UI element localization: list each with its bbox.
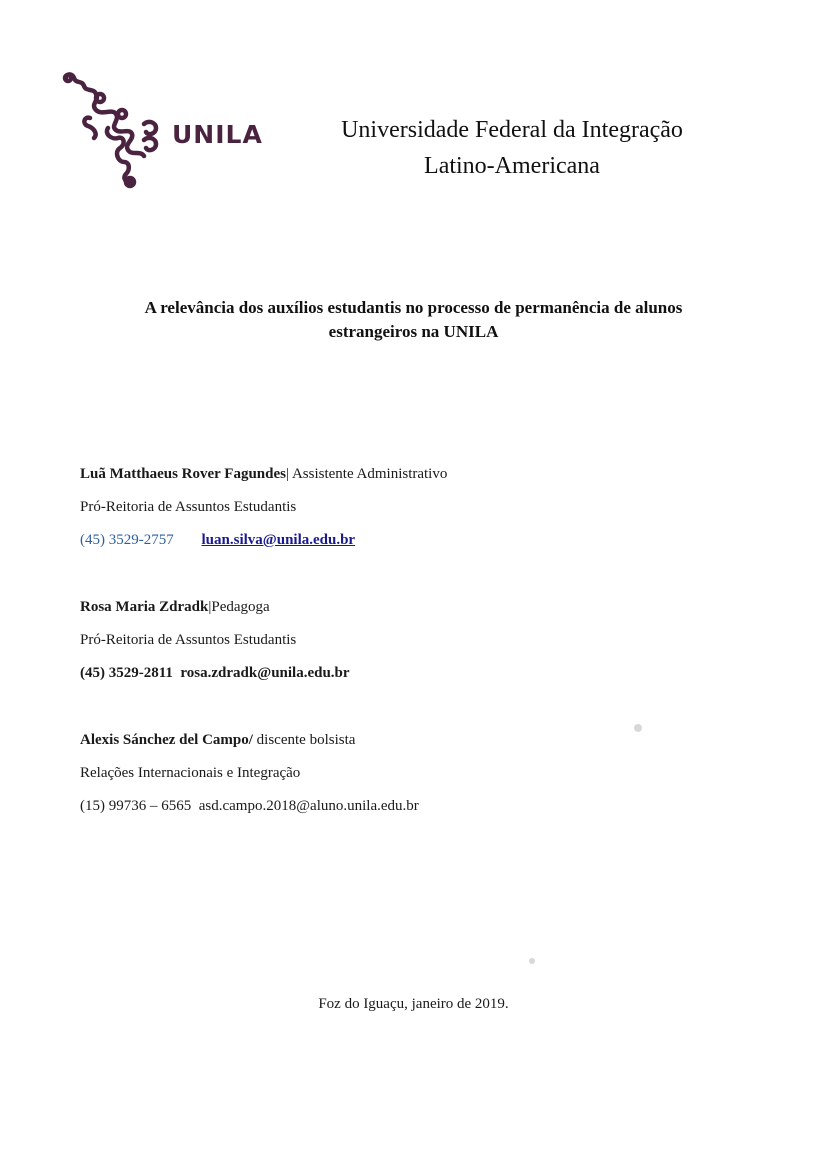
unila-logo <box>60 70 280 190</box>
contact-role: Assistente Administrativo <box>289 466 448 482</box>
contact-phone: (45) 3529-2811 <box>80 665 173 681</box>
university-name <box>312 112 712 184</box>
scan-speck <box>634 724 642 732</box>
contact-role: discente bolsista <box>252 732 356 748</box>
contact-department: Relações Internacionais e Integração <box>80 765 301 781</box>
document-title <box>80 296 747 344</box>
document-title-line1: A relevância dos auxílios estudantis no processo de permanência de alunos <box>144 298 683 317</box>
contact-email: rosa.zdradk@unila.edu.br <box>180 665 350 681</box>
university-name-line1: Universidade Federal da Integração <box>341 117 683 143</box>
contact-department: Pró-Reitoria de Assuntos Estudantis <box>80 499 297 515</box>
contact-block-3 <box>80 724 680 823</box>
university-name-line2: Latino-Americana <box>424 153 600 179</box>
logo-wordmark: UNILA <box>172 120 263 149</box>
contact-phone-email-line <box>80 657 680 690</box>
contact-phone-email-line <box>80 790 680 823</box>
document-title-line2: estrangeiros na UNILA <box>328 322 499 341</box>
contact-phone-email-line <box>80 524 680 557</box>
contact-name-line <box>80 458 680 491</box>
contact-name-line <box>80 591 680 624</box>
contact-phone: (45) 3529-2757 <box>80 532 174 548</box>
contact-block-1 <box>80 458 680 557</box>
place-date: Foz do Iguaçu, janeiro de 2019. <box>318 996 509 1012</box>
contact-separator: | <box>208 599 212 615</box>
contact-email: asd.campo.2018@aluno.unila.edu.br <box>198 798 419 814</box>
contact-separator: | <box>286 466 290 482</box>
scan-speck <box>529 958 535 964</box>
contact-name: Alexis Sánchez del Campo/ <box>80 732 253 748</box>
contact-name-line <box>80 724 680 757</box>
contact-email-link[interactable]: luan.silva@unila.edu.br <box>201 532 356 548</box>
contact-phone: (15) 99736 – 6565 <box>80 798 192 814</box>
contact-department: Pró-Reitoria de Assuntos Estudantis <box>80 632 297 648</box>
contact-name: Luã Matthaeus Rover Fagundes <box>80 466 286 482</box>
contact-role: Pedagoga <box>211 599 270 615</box>
contact-block-2 <box>80 591 680 690</box>
contact-name: Rosa Maria Zdradk <box>80 599 209 615</box>
